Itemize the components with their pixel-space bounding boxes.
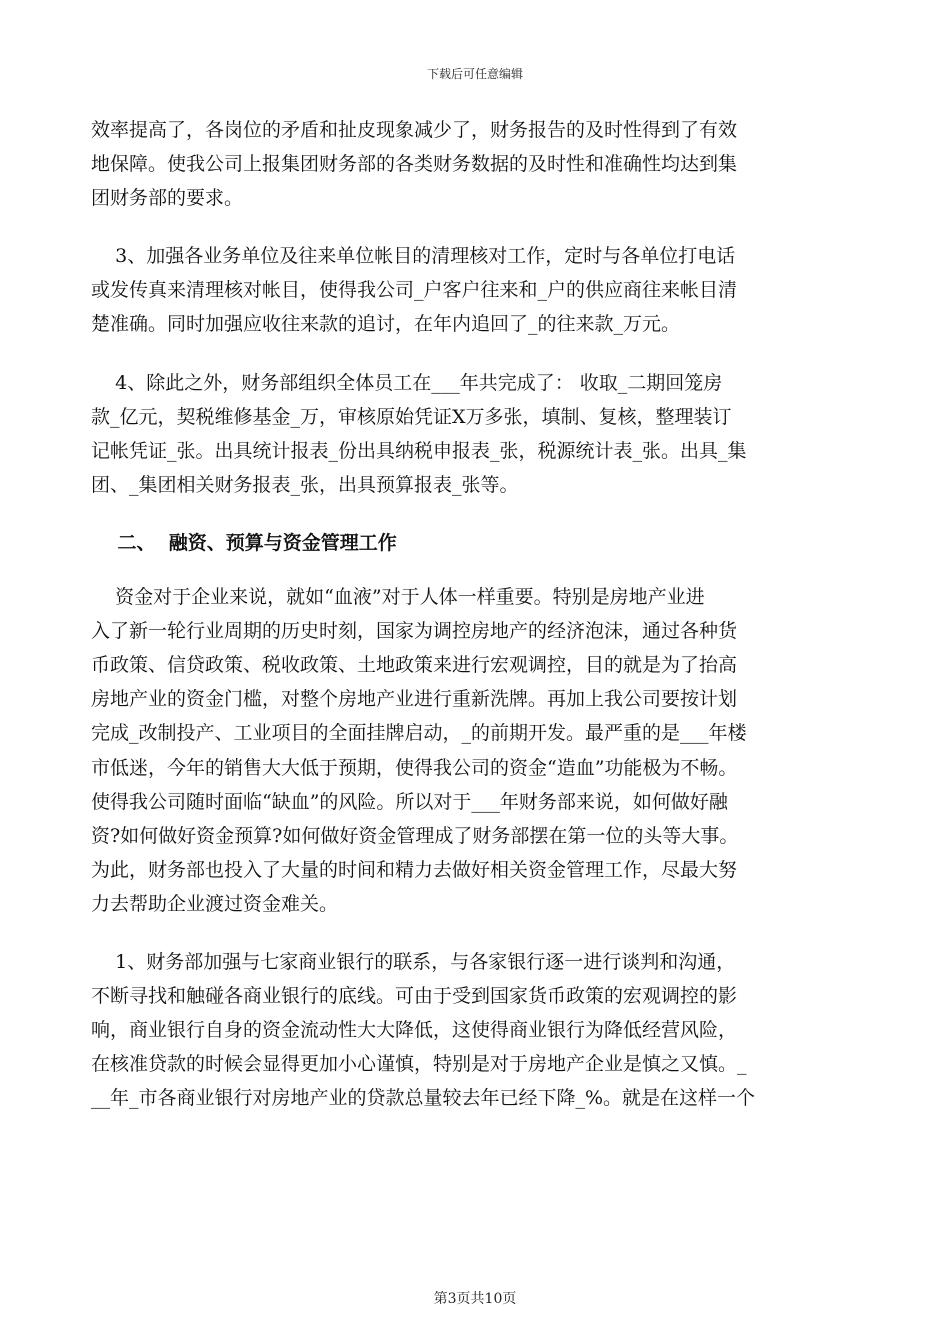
text-line: 1、财务部加强与七家商业银行的联系，与各家银行逐一进行谈判和沟通，	[91, 950, 736, 973]
text-line: 房地产业的资金门槛，对整个房地产业进行重新洗牌。再加上我公司要按计划	[91, 688, 738, 711]
paragraph-item-3	[91, 239, 861, 341]
text-line: 市低迷，今年的销售大大低于预期，使得我公司的资金“造血”功能极为不畅。	[91, 756, 738, 779]
text-line: 在核准贷款的时候会显得更加小心谨慎，特别是对于房地产企业是慎之又慎。_	[91, 1053, 747, 1076]
text-line: 为此，财务部也投入了大量的时间和精力去做好相关资金管理工作，尽最大努	[91, 858, 738, 881]
text-line: 3、加强各业务单位及往来单位帐目的清理核对工作，定时与各单位打电话	[91, 245, 736, 268]
paragraph-efficiency	[91, 113, 861, 215]
text-line: 不断寻找和触碰各商业银行的底线。可由于受到国家货币政策的宏观调控的影	[91, 985, 738, 1008]
text-line: 或发传真来清理核对帐目，使得我公司_户客户往来和_户的供应商往来帐目清	[91, 279, 738, 302]
text-line: 地保障。使我公司上报集团财务部的各类财务数据的及时性和准确性均达到集	[91, 153, 738, 176]
text-line: 力去帮助企业渡过资金难关。	[91, 892, 339, 915]
text-line: 入了新一轮行业周期的历史时刻，国家为调控房地产的经济泡沫，通过各种货	[91, 620, 738, 643]
section-heading: 二、 融资、预算与资金管理工作	[91, 531, 397, 554]
text-line: 响，商业银行自身的资金流动性大大降低，这使得商业银行为降低经营风险，	[91, 1019, 738, 1042]
text-line: 记帐凭证_张。出具统计报表_份出具纳税申报表_张，税源统计表_张。出具_集	[91, 439, 747, 462]
paragraph-item-4	[91, 366, 861, 502]
text-line: 效率提高了，各岗位的矛盾和扯皮现象减少了，财务报告的及时性得到了有效	[91, 119, 738, 141]
page-header: 下载后可任意编辑	[426, 67, 523, 81]
document-body	[91, 113, 861, 1115]
text-line: __年_市各商业银行对房地产业的贷款总量较去年已经下降_%。就是在这样一个	[91, 1087, 756, 1110]
text-line: 完成_改制投产、工业项目的全面挂牌启动，_的前期开发。最严重的是___年楼	[91, 722, 747, 745]
text-line: 资金对于企业来说，就如“血液”对于人体一样重要。特别是房地产业进	[91, 586, 705, 609]
paragraph-capital	[91, 580, 861, 921]
text-line: 款_亿元，契税维修基金_万，审核原始凭证X万多张，填制、复核，整理装订	[91, 405, 732, 428]
text-line: 团财务部的要求。	[91, 187, 244, 210]
text-line: 币政策、信贷政策、税收政策、土地政策来进行宏观调控，目的就是为了抬高	[91, 654, 738, 677]
page-footer: 第3页共10页	[433, 1291, 517, 1307]
text-line: 资?如何做好资金预算?如何做好资金管理成了财务部摆在第一位的头等大事。	[91, 824, 739, 847]
text-line: 团、_集团相关财务报表_张，出具预算报表_张等。	[91, 473, 519, 496]
text-line: 4、除此之外，财务部组织全体员工在___年共完成了： 收取_二期回笼房	[91, 371, 723, 394]
paragraph-bank-item-1	[91, 945, 861, 1115]
text-line: 使得我公司随时面临“缺血”的风险。所以对于___年财务部来说，如何做好融	[91, 790, 728, 813]
text-line: 楚准确。同时加强应收往来款的追讨，在年内追回了_的往来款_万元。	[91, 313, 681, 336]
